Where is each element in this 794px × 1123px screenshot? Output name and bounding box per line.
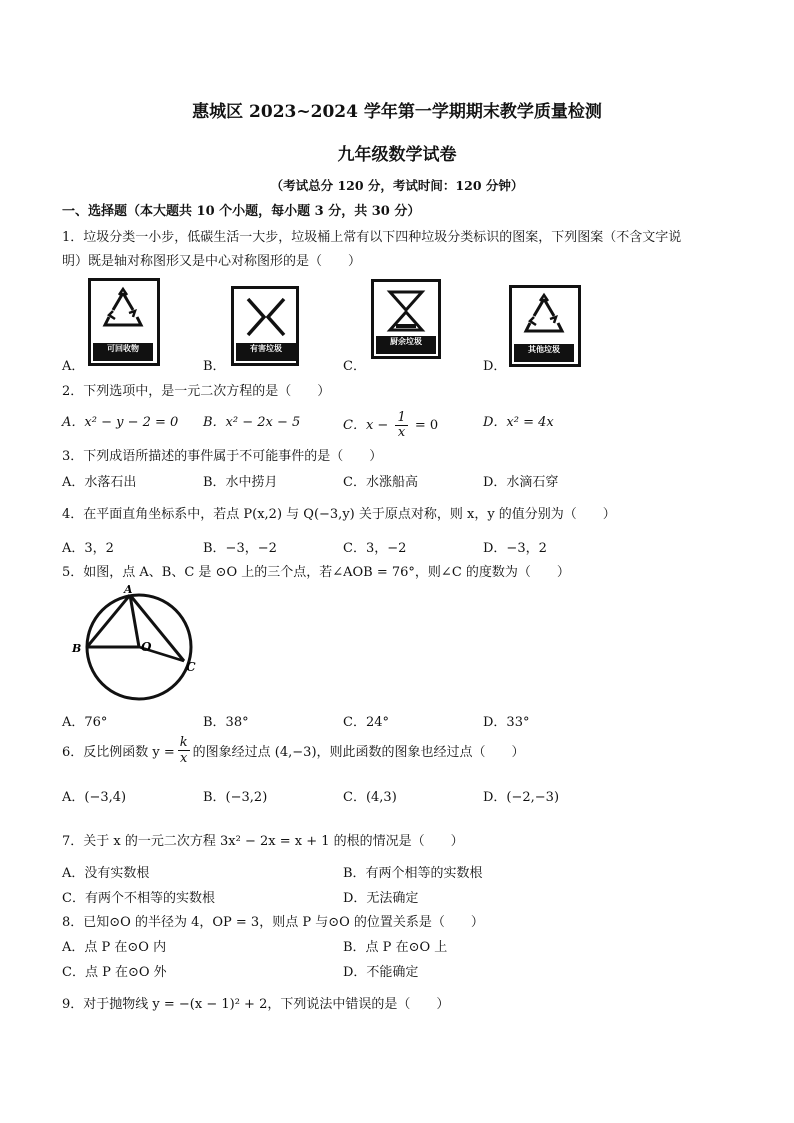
exam-title: 惠城区 2023~2024 学年第一学期期末教学质量检测 (192, 102, 602, 122)
q4-stem: 4．在平面直角坐标系中，若点 P(x,2) 与 Q(−3,y) 关于原点对称，则 x，y 的值分别为（ ） (62, 507, 616, 522)
q4-option-a: A．3，2 (62, 541, 114, 556)
q2-option-b: B．x² − 2x − 5 (203, 415, 301, 430)
q5-stem: 5．如图，点 A、B、C 是 ⊙O 上的三个点，若∠AOB = 76°，则∠C 的度数为（ ） (62, 565, 570, 580)
q7-stem: 7．关于 x 的一元二次方程 3x² − 2x = x + 1 的根的情况是（ ） (62, 834, 464, 849)
q1-stem-line1: 1．垃圾分类一小步，低碳生活一大步，垃圾桶上常有以下四种垃圾分类标识的图案，下列图案（不含文字说 (62, 230, 682, 245)
hourglass-icon (378, 286, 434, 336)
q1-stem-line2: 明）既是轴对称图形又是中心对称图形的是（ ） (62, 254, 362, 269)
q2-option-c-suffix: = 0 (414, 418, 439, 433)
q3-option-d: D．水滴石穿 (483, 475, 559, 490)
q6-stem-prefix: 6．反比例函数 y = (62, 745, 175, 760)
kitchen-waste-caption: 厨余垃圾 (376, 336, 436, 354)
q2-stem: 2．下列选项中，是一元二次方程的是（ ） (62, 384, 331, 399)
q5-option-d: D．33° (483, 715, 530, 730)
q2-option-c (343, 411, 438, 440)
q3-stem: 3．下列成语所描述的事件属于不可能事件的是（ ） (62, 449, 383, 464)
section-heading: 一、选择题（本大题共 10 个小题，每小题 3 分，共 30 分） (62, 204, 421, 219)
point-c-label: C (186, 660, 196, 674)
q6-option-c: C．(4,3) (343, 790, 397, 805)
recycle-arrows-icon (95, 285, 151, 335)
exam-subtitle: 九年级数学试卷 (337, 145, 457, 165)
recycle-arrows-icon (516, 292, 572, 342)
q2-option-d: D．x² = 4x (483, 415, 554, 430)
q5-option-b: B．38° (203, 715, 249, 730)
q8-stem: 8．已知⊙O 的半径为 4，OP = 3，则点 P 与⊙O 的位置关系是（ ） (62, 915, 484, 930)
exam-info: （考试总分 120 分，考试时间：120 分钟） (270, 178, 524, 193)
q7-option-c: C．有两个不相等的实数根 (62, 891, 215, 906)
q6-stem (62, 735, 525, 766)
q2-option-c-fraction (395, 411, 407, 440)
kitchen-waste-sign-icon (371, 279, 441, 359)
q6-option-b: B．(−3,2) (203, 790, 268, 805)
q8-option-d: D．不能确定 (343, 965, 419, 980)
q5-option-a: A．76° (62, 715, 108, 730)
chord-ac (130, 595, 184, 661)
q6-fraction (178, 735, 190, 766)
hazardous-sign-icon (231, 286, 299, 366)
q3-option-c: C．水涨船高 (343, 475, 418, 490)
q8-option-b: B．点 P 在⊙O 上 (343, 940, 448, 955)
q1-option-c-label: C． (343, 359, 366, 374)
q6-option-a: A．(−3,4) (62, 790, 127, 805)
q2-option-a: A．x² − y − 2 = 0 (62, 415, 179, 430)
q6-option-d: D．(−2,−3) (483, 790, 560, 805)
point-b-label: B (72, 642, 82, 655)
q6-fraction-denominator: x (180, 751, 188, 766)
q5-circle-figure (66, 585, 206, 705)
q3-option-a: A．水落石出 (62, 475, 137, 490)
q8-option-c: C．点 P 在⊙O 外 (62, 965, 167, 980)
q8-option-a: A．点 P 在⊙O 内 (62, 940, 167, 955)
point-a-label: A (124, 583, 133, 596)
crossed-x-icon (238, 293, 294, 343)
other-waste-sign-icon (509, 285, 581, 367)
q4-option-c: C．3，−2 (343, 541, 407, 556)
q7-option-b: B．有两个相等的实数根 (343, 866, 483, 881)
other-waste-caption: 其他垃圾 (514, 344, 574, 362)
q5-option-c: C．24° (343, 715, 389, 730)
point-o-label: O (141, 640, 152, 654)
q7-option-a: A．没有实数根 (62, 866, 150, 881)
q4-option-b: B．−3，−2 (203, 541, 277, 556)
q4-option-d: D．−3，2 (483, 541, 547, 556)
hazardous-caption: 有害垃圾 (236, 343, 296, 361)
q1-option-d-label: D． (483, 359, 507, 374)
q1-option-b-label: B． (203, 359, 226, 374)
q6-fraction-numerator: k (179, 735, 188, 750)
q2-fraction-numerator: 1 (397, 410, 406, 425)
recyclable-sign-icon (88, 278, 160, 366)
q2-fraction-denominator: x (397, 425, 406, 440)
q2-option-c-prefix: C．x − (343, 418, 389, 433)
q6-stem-suffix: 的图象经过点 (4,−3)，则此函数的图象也经过点（ ） (192, 745, 525, 760)
q9-stem: 9．对于抛物线 y = −(x − 1)² + 2，下列说法中错误的是（ ） (62, 997, 450, 1012)
q1-option-a-label: A． (62, 359, 85, 374)
recyclable-caption: 可回收物 (93, 343, 153, 361)
q7-option-d: D．无法确定 (343, 891, 419, 906)
q3-option-b: B．水中捞月 (203, 475, 278, 490)
